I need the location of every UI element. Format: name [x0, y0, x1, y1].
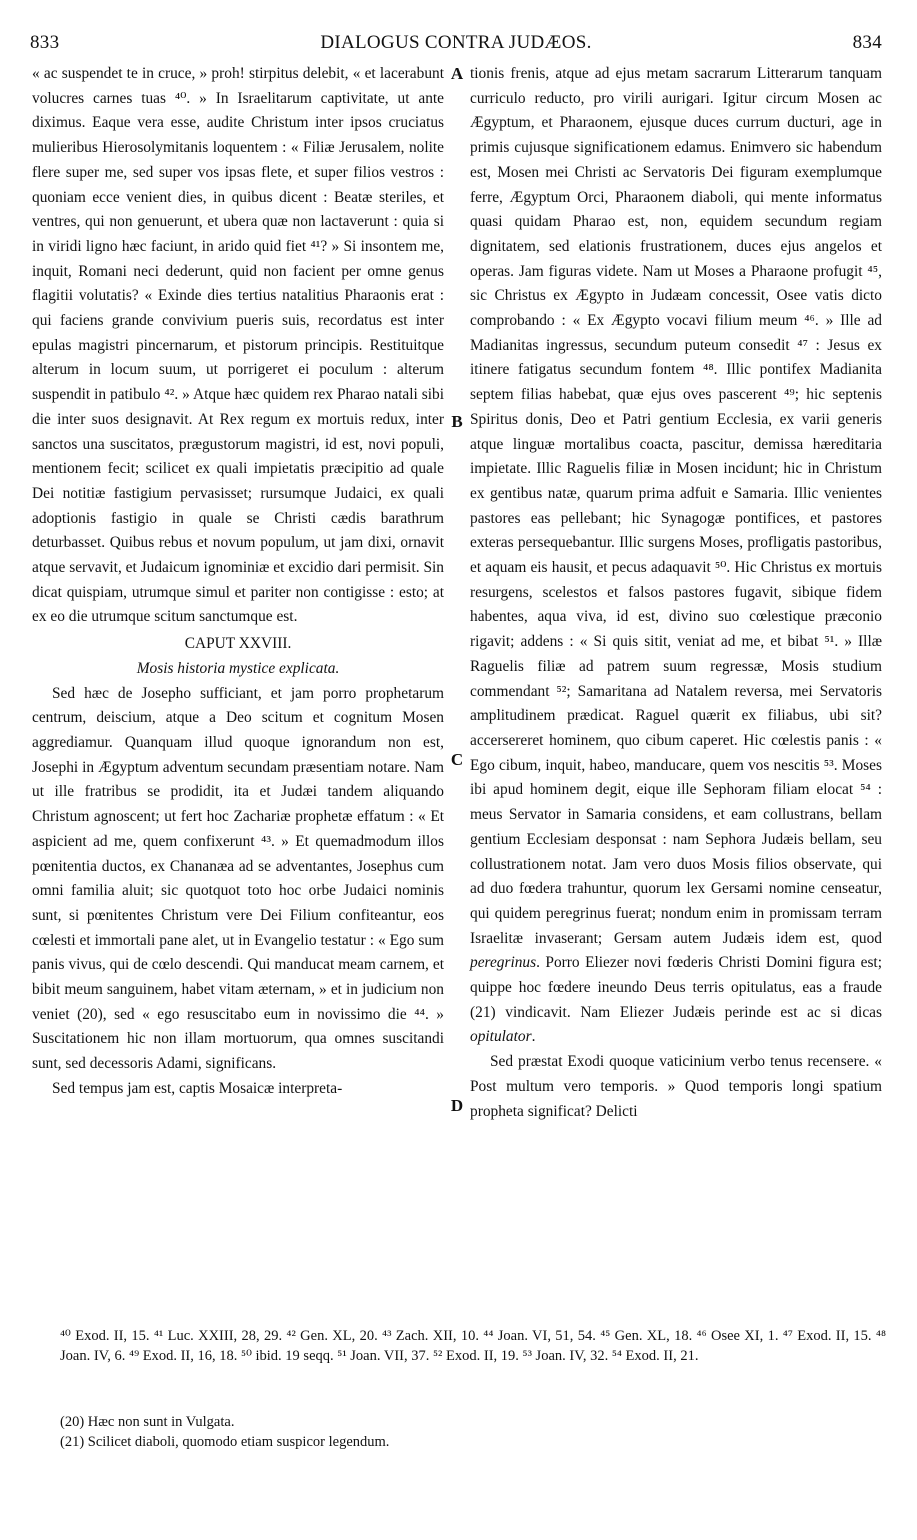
right-paragraph-2: Sed præstat Exodi quoque vaticinium verbo tenus recensere. « Post multum vero temporis. » Quod temporis longi spatium propheta significat? Delicti [470, 1053, 882, 1120]
right-paragraph-1 [470, 62, 882, 1050]
italic-word-peregrinus: peregrinus [470, 954, 537, 972]
left-paragraph-3: Sed tempus jam est, captis Mosaicæ interpreta- [52, 1079, 343, 1097]
right-paragraph-1-cont: . Porro Eliezer novi fœderis Christi Domini figura est; quippe hoc fœdere ineundo Deus terris opitulatus, eas a fraude (21) vindicavit. Nam Eliezer Judæis perinde est ac si dicas [470, 954, 882, 1021]
left-column [32, 62, 444, 1102]
editorial-notes [60, 1412, 886, 1452]
page-number-right: 834 [852, 32, 882, 53]
left-paragraph-1: « ac suspendet te in cruce, » proh! stirpitus delebit, « et lacerabunt volucres carnes tuas ⁴⁰. » In Israelitarum captivitate, ut ante diximus. Eaque vera esse, audite Christum inter ipsos cruciatus mulieribus Hierosolymitanis loquentem : « Filiæ Jerusalem, nolite flere super me, sed super vos ipsas flete, et super filios vestros : quoniam ecce venient dies, in quibus dicent : Beatæ steriles, et ventres, qui non genuerunt, et ubera quæ non lactaverunt : quia si in viridi ligno hæc faciunt, in arido quid fiet ⁴¹? » Si insontem me, inquit, Romani neci dederunt, quid non facient per omne genus flagitii volutatis? « Exinde dies tertius natalitius Pharaonis erat : qui faciens grande convivium pueris suis, recordatus est inter epulas magistri pincernarum, et pistorum principis. Restituitque alterum in locum suum, ut porrigeret ei poculum : alterum suspendit in patibulo ⁴². » Atque hæc quidem rex Pharao natali sibi die inter suos designavit. At Rex regum ex mortuis redux, inter sanctos una suscitatos, prægustorum magistri, id est, novi populi, mentionem fecit; scilicet ex quali impietatis præcipitio ad quale Dei notitiæ fastigium pervasisset; rursumque Judaici, ex quali adoptionis fastigio in quale se Christi cædis barathrum deturbasset. Quibus rebus et novum populum, ut jam dixi, ornavit atque servavit, et Judaicum ignominiæ et excidio dari permisit. Sin dicat quispiam, utrumque simul et pariter non contigisse : esto; at ex eo die utrumque scitum sanctumque est. [32, 65, 444, 626]
margin-marker-b: B [451, 412, 463, 431]
margin-marker-d: D [450, 1096, 464, 1115]
editorial-note: (20) Hæc non sunt in Vulgata. [60, 1414, 235, 1430]
chapter-subtitle: Mosis historia mystice explicata. [136, 659, 340, 677]
page-number-left: 833 [30, 32, 60, 53]
editorial-note: (21) Scilicet diaboli, quomodo etiam suspicor legendum. [60, 1434, 390, 1450]
left-paragraph-2: Sed hæc de Josepho sufficiant, et jam porro prophetarum centrum, deiscium, atque a Deo scitum et cognitum Mosen aggrediamur. Quanquam illud quoque ignorandum non est, Josephi in Ægyptum adventum secundam præsentiam notare. Nam ut ille fratribus se prodidit, ita et Judæi tandem aliquando Christum agnoscent; ut fert hoc Zachariæ prophetæ effatum : « Et aspicient ad me, quem confixerunt ⁴³. » Et quemadmodum illos pœnitentia ductos, ex Chananæa ad se adventantes, Josephus cum omni familia aluit; sic quotquot toto hoc orbe Judaici nominis sunt, si pœnitentes Christum vere Dei Filium confiteantur, eos cœlesti et immortali pane alet, ut in Evangelio testatur : « Ego sum panis vivus, qui de cœlo descendi. Qui manducat meam carnem, et bibit meum sanguinem, habet vitam æternam, » et in judicium non veniet (20), sed « ego resuscitabo eum in novissimo die ⁴⁴. » Suscitationem hic non illam mortuorum, qua omnes suscitandi sunt, sed decessoris Adami, significans. [32, 684, 444, 1073]
right-paragraph-1-text: tionis frenis, atque ad ejus metam sacrarum Litterarum tanquam curriculo reducto, pro virili aurigari. Igitur circum Mosen ac Ægyptum, et Pharaonem, ejusque duces currum ducturi, age in primis cujusque significationem edamus. Enimvero sic habendum est, Mosen mei Christi ac Servatoris Dei figuram exemplumque ferre, Ægyptum Orci, Pharaonem diaboli, qui mente informatus quasi quidam Pharao est, non, equidem secundum regiam dignitatem, sed elationis frustrationem, duces ejus angelos et operas. Jam figuras videte. Nam ut Moses a Pharaone profugit ⁴⁵, sic Christus ex Ægypto in Judæam concessit, Osee vatis dicto comprobando : « Ex Ægypto vocavi filium meum ⁴⁶. » Ille ad Madianitas ingressus, secundum puteum consedit ⁴⁷ : Jesus ex itinere fatigatus secundum fontem ⁴⁸. Illic pontifex Madianita septem filias habebat, quæ ejus oves pascerent ⁴⁹; hic septenis Spiritus donis, Deo et Patri gentium Ecclesia, ex varii generis atque linguæ mortalibus coacta, pascitur, demissa hæreditaria impietate. Illic Raguelis filiæ in Mosen incidunt; hic in Christum ex gentibus natæ, quarum prima adfuit e Samaria. Illic venientes pastores eas pellebant; hic Synagogæ pontifices, et pastores exteras persequebantur. Illic surgens Moses, profligatis pastoribus, et aquam eis hausit, et pecus adaquavit ⁵⁰. Hic Christus ex mortuis resurgens, scelestos et falsos pastores fugavit, sibique fidem habentes, aqua viva, id est, divino suo cœlestique præconio rigavit; addens : « Si quis sitit, veniat ad me, et bibat ⁵¹. » Illæ Raguelis filiæ ad patrem suum regressæ, Mosis studium commendant ⁵²; Samaritana ad Natalem reversa, mei Servatoris amplitudinem prædicat. Raguel quærit ex filiabus, ubi sit? accersereret hominem, quo cibum caperet. Hic cœlestis panis : « Ego cibum, inquit, habeo, manducare, quem vos nescitis ⁵³. Moses ibi apud hominem degit, eique ille Sephoram filiam elocat ⁵⁴ : meus Servator in Samaria considens, et eam collustrans, bellam gentium Ecclesiam desponsat : nam Sephora Judæis bellam, seu collustrationem notat. Jam vero duos Mosis filios observate, qui ad duo fœdera trahuntur, quorum lex Gersami nomine censeatur, qui quidem peregrinus fuerat; nondum enim in promissam terram Israelitæ invaserant; Gersam autem Judæis idem est, quod [470, 65, 882, 947]
chapter-title: CAPUT XXVIII. [184, 635, 292, 653]
page-header [30, 32, 882, 58]
margin-marker-a: A [450, 64, 464, 83]
margin-marker-c: C [450, 750, 464, 769]
scripture-footnotes: ⁴⁰ Exod. II, 15. ⁴¹ Luc. XXIII, 28, 29. ⁴² Gen. XL, 20. ⁴³ Zach. XII, 10. ⁴⁴ Joan. VI, 51, 54. ⁴⁵ Gen. XL, 18. ⁴⁶ Osee XI, 1. ⁴⁷ Exod. II, 15. ⁴⁸ Joan. IV, 6. ⁴⁹ Exod. II, 16, 18. ⁵⁰ ibid. 19 seqq. ⁵¹ Joan. VII, 37. ⁵² Exod. II, 19. ⁵³ Joan. IV, 32. ⁵⁴ Exod. II, 21. [60, 1328, 886, 1364]
running-title: DIALOGUS CONTRA JUDÆOS. [320, 32, 592, 53]
right-column [470, 62, 882, 1124]
right-paragraph-1-end: . [531, 1028, 536, 1046]
italic-word-opitulator: opitulator [470, 1028, 532, 1046]
